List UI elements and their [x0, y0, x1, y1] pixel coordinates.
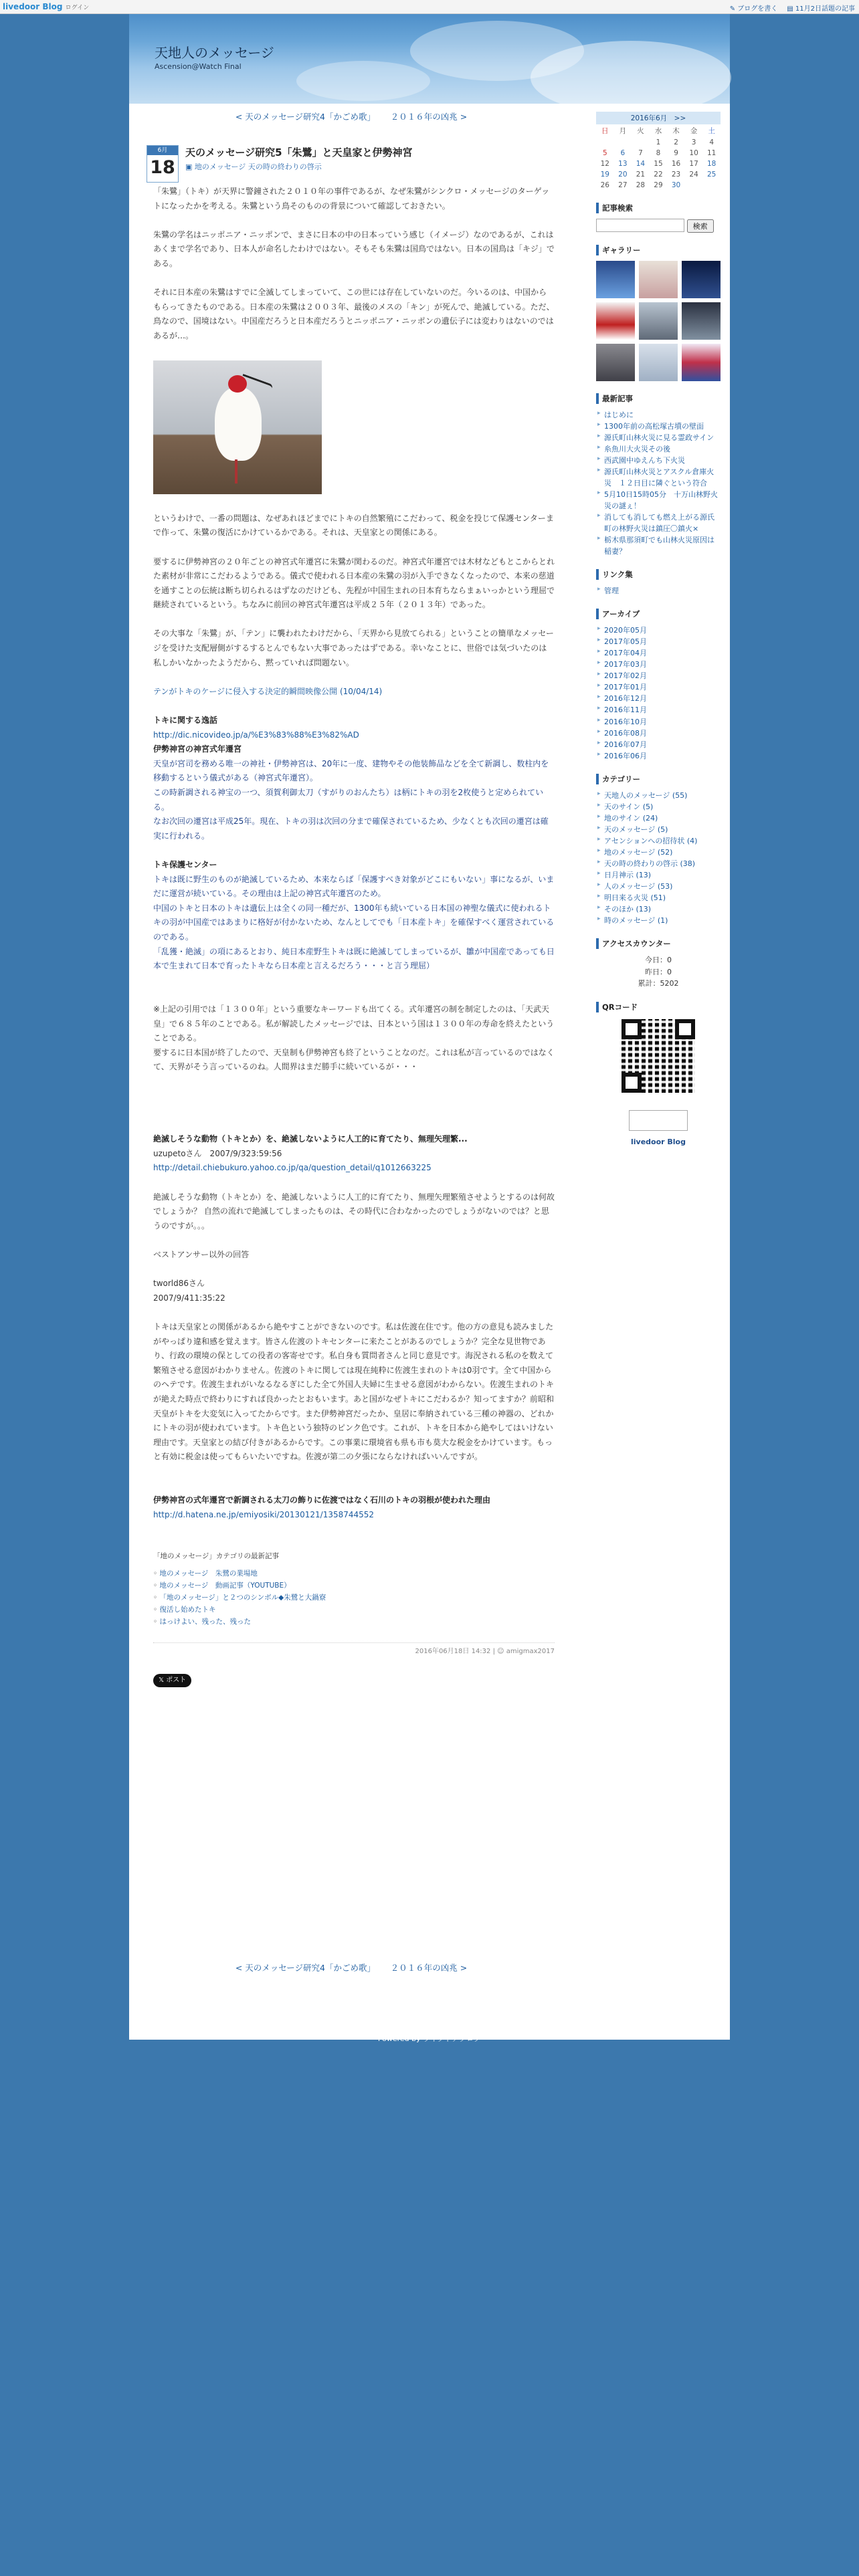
archive-link[interactable]: 2016年11月	[604, 706, 647, 715]
archive-link[interactable]: 2016年07月	[604, 740, 647, 749]
calendar-widget: 2016年6月 >> 日 月 火 水 木 金 土 1 2 3 4 5 6 7 8 9 10 11 12 13 14 15 16 17 18 19 20 21 22 23 24 25 26 27 28 29 30	[596, 112, 721, 191]
recent-post-link[interactable]: 源氏町山林火災に見る霊政サイン	[604, 433, 714, 442]
today-topics-link[interactable]: ▤ 11月2日話題の記事	[787, 5, 855, 13]
post-category[interactable]: ▣ 地のメッセージ 天の時の終わりの啓示	[185, 163, 322, 171]
blog-banner-image[interactable]	[629, 1110, 688, 1131]
archive-link[interactable]: 2016年12月	[604, 694, 647, 704]
recent-posts-widget: 最新記事 ▸ はじめに ▸ 1300年前の高松塚古墳の壁面 ▸ 源氏町山林火災に見る霊政サイン ▸ 糸魚川大火災その後 ▸ 西武園中ゆえんち下火災 ▸ 源氏町山林火災とアスクル倉庫火災 １２日目に隣ぐという符合 ▸ 5月10日15時05分 十万山林野火災の謎ぇ！ ▸ 消しても消しても燃え上がる源氏町の林野火災は鎮圧〇鎮火× ▸ 栃木県那須町でも山林火災原因は稲妻？	[596, 393, 721, 558]
search-input[interactable]	[596, 219, 684, 232]
calendar-day-link[interactable]: 6	[620, 149, 626, 157]
calendar-day-link[interactable]: 20	[618, 171, 628, 179]
recent-post-link[interactable]: 糸魚川大火災その後	[604, 444, 670, 453]
gallery-thumb[interactable]	[682, 261, 721, 298]
calendar-day-link[interactable]: 18	[707, 160, 717, 168]
calendar-day-link[interactable]: 14	[636, 160, 646, 168]
post-title[interactable]: 天のメッセージ研究5「朱鷺」と天皇家と伊勢神宮	[185, 146, 413, 158]
counter-today: 今日：0	[645, 956, 672, 965]
calendar-day-link[interactable]: 19	[600, 171, 609, 179]
related-post-link[interactable]: 地のメッセージ 朱鷺の業場地	[159, 1570, 258, 1578]
related-post-link[interactable]: 「地のメッセージ」と２つのシンボル◆朱鷺と大鍋寮	[159, 1594, 326, 1602]
calendar-day-link[interactable]: 25	[707, 171, 717, 179]
archive-link[interactable]: 2017年01月	[604, 683, 647, 692]
hatena-url[interactable]: http://d.hatena.ne.jp/emiyosiki/20130121/1358744552	[153, 1509, 375, 1519]
qr-widget: QRコード livedoor Blog	[596, 1002, 721, 1146]
category-link[interactable]: そのほか (13)	[604, 905, 652, 914]
recent-post-link[interactable]: 1300年前の高松塚古墳の壁面	[604, 421, 704, 431]
search-button[interactable]: 検索	[687, 219, 714, 233]
archive-widget: アーカイブ ▸ 2020年05月 ▸ 2017年05月 ▸ 2017年04月 ▸ 2017年03月 ▸ 2017年02月 ▸ 2017年01月 ▸ 2016年12月 ▸ 2016年11月 ▸ 2016年10月 ▸ 2016年08月 ▸ 2016年07月 ▸ 2016年06月	[596, 609, 721, 762]
category-link[interactable]: 時のメッセージ (1)	[604, 916, 668, 926]
gallery-widget: ギャラリー	[596, 245, 721, 381]
category-widget: カテゴリー ▸ 天地人のメッセージ (55) ▸ 天のサイン (5) ▸ 地のサイン (24) ▸ 天のメッセージ (5) ▸ アセンションへの招待状 (4) ▸ 地のメッセージ (52) ▸ 天の時の終わりの啓示 (38) ▸ 日月神示 (13) ▸ 人のメッセージ (53) ▸ 明日来る火災 (51) ▸ そのほか (13) ▸ 時のメッセージ (1)	[596, 774, 721, 927]
recent-post-link[interactable]: はじめに	[604, 410, 634, 419]
post-body: 「朱鷺」（トキ）が天界に警鐘された２０１０年の事件であるが、なぜ朱鷺がシンクロ・メッセージのターゲットになったかを考える。朱鷺という鳥そのものの背景について確認しておきたい。 朱鷺の学名はニッポニア・ニッポンで、まさに日本の中の日本っていう感じ（イメージ）なのであるが、これはあくまで学名であり、日本人が命名したわけではない。そもそも朱鷺は国鳥ではない。日本の国鳥は「キジ」である。 それに日本産の朱鷺はすでに全滅してしまっていて、この世には存在していないのだ。今いるのは、中国からもらってきたものである。日本産の朱鷺は２００３年、最後のメスの「キン」が死んで、絶滅している。ただ、鳥なので、国境はない。中国産だろうと日本産だろうとニッポニア・ニッポンの遺伝子には変わりはないのではあるが…。 というわけで、一番の問題は、なぜあれほどまでにトキの自然繁殖にこだわって、税金を投じて保護センターまで作って、朱鷺の復活にかけているかである。それは、天皇家との関係にある。 要するに伊勢神宮の２０年ごとの神宮式年遷宮に朱鷺が関わるのだ。神宮式年遷宮では木材などもとこからとれた素材が非常にこだわるようである。儀式で使われる日本産の朱鷺の羽が入手できなくなったので、本来の慈道を通すことの伝統は断ち切られるはずなのだけども、先程が中国生まれの日本育ちならまぁいっかという理屈で継続されているという。ちなみに前回の神宮式年遷宮は平成２５年（２０１３年）であった。 その大事な「朱鷺」が、「テン」に襲われたわけだから、「天界から見放てられる」ということの簡単なメッセージを受けた支配層側がするするとんでもない大事であったはずである。幸いなことに、世俗では気づいたのは私しかいなかったようだから、黙っていれば問題ない。 テンがトキのケージに侵入する決定的瞬間映像公開 (10/04/14) トキに関する逸話 http://dic.nicovideo.jp/a/%E3%83%88%E3%82%AD 伊勢神宮の神宮式年遷宮 天皇が宮司を務める唯一の神社・伊勢神宮は、20年に一度、建物やその他装飾品などを全て新調し、数柱内を移動するという儀式がある（神宮式年遷宮）。 この時新調される神宝の一つ、須賀利御太刀（すがりのおんたち）は柄にトキの羽を2枚使うと定められている。 なお次回の遷宮は平成25年。現在、トキの羽は次回の分まで確保されているため、少なくとも次回の遷宮は確実に行われる。 トキ保護センター トキは既に野生のものが絶滅しているため、本来ならば「保護すべき対象がどこにもいない」事になるが、いまだに運営が続いている。その理由は上記の神宮式年遷宮のため。 中国のトキと日本のトキは遺伝上は全くの同一種だが、1300年も続いている日本国の神聖な儀式に使われるトキの羽が中国産ではあまりに格好が付かないため、なんとしてでも「日本産トキ」を確保すべく運営されているのである。 「乱獲・絶滅」の項にあるとおり、純日本産野生トキは既に絶滅してしまっているが、雛が中国産であっても日本で生まれて日本で育ったトキなら日本産と言えるだろう・・・と言う理屈） ※上記の引用では「１３００年」という重要なキーワードも出てくる。式年遷宮の制を制定したのは、「天武天皇」で６８５年のことである。私が解読したメッセージでは、日本という国は１３００年の寿命を終えたということである。 要するに日本国が終了したので、天皇制も伊勢神宮も終了ということなのだ。これは私が言っているのではなくて、天界がそう言っているのね。人間界はまだ勝手に続いているが・・・ 絶滅しそうな動物（トキとか）を、絶滅しないように人工的に育てたり、無理矢理繁... uzupetoさん 2007/9/323:59:56 http://detail.chiebukuro.yahoo.co.jp/qa/question_detail/q1012663225 絶滅しそうな動物（トキとか）を、絶滅しないように人工的に育てたり、無理矢理繁殖させようとするのは何故でしょうか？ 自然の流れで絶滅してしまったものは、その時代に合わなかったのでしょうがないのでは？と思うのですが。。。 ベストアンサー以外の回答 tworld86さん 2007/9/411:35:22 トキは天皇家との関係があるから絶やすことができないのです。私は佐渡在住です。他の方の意見も読みましたがやっぱり違和感を覚えます。皆さん佐渡のトキセンターに来たことがあるのでしょうか？完全な見世物であり、行政の環境の保としての役者の客寄せです。私自身も質問者さんと同じ意見です。海況される私のを数えて繁殖させる意図がわかりません。佐渡のトキに関しては現在純粋に佐渡生まれのトキは0羽です。全て中国からのヘテです。佐渡生まれがいなるなるぎにした全て外国人夫婦に生ませる意図がわからない。佐渡生まれのトキが絶えた時点で終わりにすれば良かったとおもいます。あと国がなぜトキにこだわるか？知ってますか？前昭和天皇がトキを大変気に入ってたからです。また伊勢神宮だったか、皇居に奉納されている三種の神器の、どれかにトキの羽が使われています。トキ色という独特のピンク色です。これが、トキを日本から絶やしてはいけない理由です。天皇家との結び付きがあるからです。この事業に環境省も県も市も莫大な税金をかけています。もっと有効に税金は使ってもらいたいですね。佐渡が第二の夕張にならなければいいんですが。 伊勢神宮の式年遷宮で新調される太刀の飾りに佐渡ではなく石川のトキの羽根が使われた理由 http://d.hatena.ne.jp/emiyosiki/20130121/1358744552 「地のメッセージ」カテゴリの最新記事 ◦ 地のメッセージ 朱鷺の業場地 ◦ 地のメッセージ 動画記事（YOUTUBE） ◦ 「地のメッセージ」と２つのシンボル◆朱鷺と大鍋寮 ◦ 復活し始めたトキ ◦ はっけよい、残った、残った 2016年06月18日 14:32 | ☺ amigmax2017 𝕏 ポスト	[153, 185, 555, 1687]
sidebar	[596, 112, 721, 1158]
toki-bird-photo	[153, 360, 322, 494]
gallery-thumb[interactable]	[639, 302, 678, 340]
gallery-thumb[interactable]	[639, 261, 678, 298]
recent-post-link[interactable]: 5月10日15時05分 十万山林野火災の謎ぇ！	[604, 490, 718, 510]
archive-link[interactable]: 2017年03月	[604, 660, 647, 669]
archive-link[interactable]: 2017年05月	[604, 637, 647, 647]
search-widget-title: 記事検索	[596, 203, 721, 213]
prev-post-link[interactable]: < 天のメッセージ研究4「かごめ歌」	[235, 112, 371, 122]
counter-yesterday: 昨日：0	[645, 967, 672, 976]
post-date-badge: 6月 18	[147, 145, 179, 183]
related-post-link[interactable]: はっけよい、残った、残った	[159, 1617, 252, 1626]
related-list: ◦ 地のメッセージ 朱鷺の業場地 ◦ 地のメッセージ 動画記事（YOUTUBE） ◦ 「地のメッセージ」と２つのシンボル◆朱鷺と大鍋寮 ◦ 復活し始めたトキ ◦ はっけよい、残った、残った	[153, 1570, 326, 1626]
category-link[interactable]: 地のメッセージ (52)	[604, 847, 673, 857]
calendar-title[interactable]: 2016年6月 >>	[596, 112, 721, 124]
page-footer[interactable]: Powered by ライブドアブログ	[377, 2034, 482, 2043]
tweet-button[interactable]: 𝕏 ポスト	[153, 1674, 191, 1687]
gallery-thumb[interactable]	[596, 344, 635, 381]
site-title[interactable]: 天地人のメッセージ	[155, 45, 274, 61]
qr-code-image	[622, 1019, 695, 1093]
gallery-thumb[interactable]	[682, 302, 721, 340]
recent-post-link[interactable]: 源氏町山林火災とアスクル倉庫火災 １２日目に隣ぐという符合	[604, 467, 714, 488]
calendar-day-link[interactable]: 30	[671, 181, 681, 189]
next-post-link[interactable]: ２０１６年の凶兆 >	[390, 112, 468, 122]
archive-link[interactable]: 2017年04月	[604, 649, 647, 658]
recent-post-link[interactable]: 栃木県那須町でも山林火災原因は稲妻？	[604, 536, 714, 556]
hatena-title[interactable]: 伊勢神宮の式年遷宮で新調される太刀の飾りに佐渡ではなく石川のトキの羽根が使われた理由	[153, 1495, 491, 1505]
counter-total: 累計：5202	[638, 979, 679, 988]
category-link[interactable]: 明日来る火災 (51)	[604, 893, 666, 903]
category-link[interactable]: 地のサイン (24)	[604, 813, 658, 823]
site-header	[129, 14, 730, 104]
livedoor-blog-logo[interactable]: livedoor Blog ログイン	[3, 2, 90, 11]
gallery-thumb[interactable]	[596, 302, 635, 340]
search-widget	[596, 203, 721, 233]
gallery-thumb[interactable]	[682, 344, 721, 381]
author-icon: ☺	[497, 1648, 504, 1656]
category-link[interactable]: 天の時の終わりの啓示 (38)	[604, 859, 696, 868]
category-link[interactable]: 天地人のメッセージ (55)	[604, 790, 688, 800]
gallery-thumb[interactable]	[596, 261, 635, 298]
site-subtitle: Ascension@Watch Final	[155, 62, 242, 71]
category-link[interactable]: 人のメッセージ (53)	[604, 882, 673, 891]
gallery-thumb[interactable]	[639, 344, 678, 381]
archive-link[interactable]: 2017年02月	[604, 671, 647, 681]
related-post-link[interactable]: 地のメッセージ 動画記事（YOUTUBE）	[159, 1582, 291, 1590]
calendar-day-link[interactable]: 13	[618, 160, 628, 168]
related-post-link[interactable]: 復活し始めたトキ	[159, 1605, 216, 1614]
chiebukuro-url[interactable]: http://detail.chiebukuro.yahoo.co.jp/qa/question_detail/q1012663225	[153, 1163, 432, 1173]
links-widget: リンク集 ▸ 管理	[596, 569, 721, 597]
next-post-link-bottom[interactable]: ２０１６年の凶兆 >	[390, 1963, 468, 1973]
recent-post-link[interactable]: 西武園中ゆえんち下火災	[604, 455, 685, 465]
category-link[interactable]: アセンションへの招待状 (4)	[604, 836, 698, 845]
folder-icon: ▣	[185, 163, 193, 171]
archive-link[interactable]: 2020年05月	[604, 626, 647, 635]
category-link[interactable]: 天のサイン (5)	[604, 802, 654, 811]
post-footer: 2016年06月18日 14:32 | ☺ amigmax2017	[153, 1642, 555, 1658]
archive-link[interactable]: 2016年06月	[604, 751, 647, 760]
category-link[interactable]: 天のメッセージ (5)	[604, 825, 668, 834]
admin-link[interactable]: 管理	[604, 586, 619, 596]
chiebukuro-title[interactable]: 絶滅しそうな動物（トキとか）を、絶滅しないように人工的に育てたり、無理矢理繁...	[153, 1134, 468, 1144]
prev-post-link-bottom[interactable]: < 天のメッセージ研究4「かごめ歌」	[235, 1963, 371, 1973]
livedoor-footer-logo[interactable]: livedoor Blog	[630, 1138, 686, 1147]
page-wrapper	[129, 14, 730, 2040]
access-counter-widget: アクセスカウンター 今日：0 昨日：0 累計：5202	[596, 938, 721, 990]
video-link[interactable]: テンがトキのケージに侵入する決定的瞬間映像公開 (10/04/14)	[153, 686, 383, 696]
category-link[interactable]: 日月神示 (13)	[604, 871, 652, 880]
nicovideo-url[interactable]: http://dic.nicovideo.jp/a/%E3%83%88%E3%82%AD	[153, 730, 359, 740]
recent-post-link[interactable]: 消しても消しても燃え上がる源氏町の林野火災は鎮圧〇鎮火×	[604, 512, 714, 533]
archive-link[interactable]: 2016年10月	[604, 717, 647, 726]
top-bar	[0, 0, 859, 14]
related-posts: 「地のメッセージ」カテゴリの最新記事 ◦ 地のメッセージ 朱鷺の業場地 ◦ 地のメッセージ 動画記事（YOUTUBE） ◦ 「地のメッセージ」と２つのシンボル◆朱鷺と大鍋寮 ◦ 復活し始めたトキ ◦ はっけよい、残った、残った	[153, 1551, 555, 1628]
write-blog-link[interactable]: ✎ ブログを書く	[729, 5, 778, 13]
quote-block: 伊勢神宮の神宮式年遷宮 天皇が宮司を務める唯一の神社・伊勢神宮は、20年に一度、建物やその他装飾品などを全て新調し、数柱内を移動するという儀式がある（神宮式年遷宮）。 この時新調される神宝の一つ、須賀利御太刀（すがりのおんたち）は柄にトキの羽を2枚使うと定められている。 なお次回の遷宮は平成25年。現在、トキの羽は次回の分まで確保されているため、少なくとも次回の遷宮は確実に行われる。 トキ保護センター トキは既に野生のものが絶滅しているため、本来ならば「保護すべき対象がどこにもいない」事になるが、いまだに運営が続いている。その理由は上記の神宮式年遷宮のため。 中国のトキと日本のトキは遺伝上は全くの同一種だが、1300年も続いている日本国の神聖な儀式に使われるトキの羽が中国産ではあまりに格好が付かないため、なんとしてでも「日本産トキ」を確保すべく運営されているのである。 「乱獲・絶滅」の項にあるとおり、純日本産野生トキは既に絶滅してしまっているが、雛が中国産であっても日本で生まれて日本で育ったトキなら日本産と言えるだろう・・・と言う理屈）	[153, 744, 555, 971]
archive-link[interactable]: 2016年08月	[604, 728, 647, 738]
